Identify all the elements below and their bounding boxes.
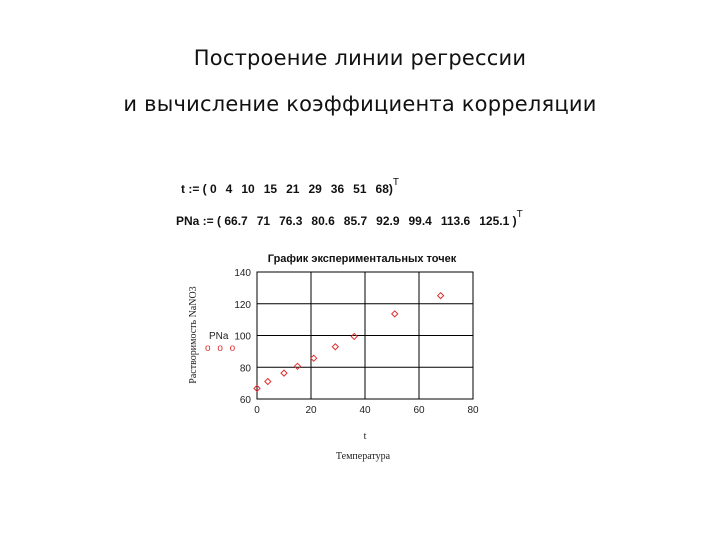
- pna-value: 99.4: [408, 214, 432, 228]
- chart-title: График экспериментальных точек: [267, 253, 457, 265]
- y-tick-label: 60: [239, 395, 251, 406]
- data-point: [281, 370, 287, 376]
- pna-value: 113.6: [440, 214, 471, 228]
- data-point: [351, 333, 357, 339]
- data-point: [311, 355, 317, 361]
- data-point: [392, 311, 398, 317]
- slide-title-line-2: и вычисление коэффициента корреляции: [123, 92, 597, 116]
- data-point: [438, 293, 444, 299]
- y-tick-label: 80: [239, 363, 251, 375]
- t-value: 68): [375, 182, 393, 196]
- y-tick-label: 140: [234, 268, 251, 279]
- pna-value: 125.1 ): [479, 214, 517, 228]
- x-axis-label: t: [363, 431, 367, 442]
- t-value: 15: [263, 182, 278, 196]
- t-transpose-mark: T: [392, 177, 399, 188]
- legend-markers: o o o: [205, 343, 238, 354]
- pna-transpose-mark: T: [516, 209, 523, 220]
- t-value: 29: [308, 182, 322, 196]
- t-value: 21: [286, 182, 300, 196]
- t-value: 36: [330, 182, 345, 196]
- x-tick-label: 80: [467, 405, 479, 416]
- data-point: [295, 363, 301, 369]
- y-tick-label: 100: [234, 331, 251, 343]
- chart-grid: [257, 272, 473, 399]
- pna-value: 92.9: [376, 214, 400, 228]
- data-point: [265, 379, 271, 385]
- y-axis-title: Растворимость NaNO3: [188, 286, 199, 384]
- slide-title-line-1: Построение линии регрессии: [193, 46, 527, 70]
- x-tick-label: 60: [413, 405, 425, 416]
- data-points: [254, 293, 444, 392]
- pna-value: 85.7: [343, 214, 368, 228]
- pna-vector-label: PNa := ( 66.7: [176, 214, 248, 228]
- x-tick-label: 40: [359, 405, 371, 416]
- x-axis-title: Температура: [335, 451, 391, 462]
- x-tick-label: 0: [254, 405, 260, 416]
- pna-value: 76.3: [279, 214, 303, 228]
- pna-value: 71: [256, 214, 271, 228]
- series-label: PNa: [209, 331, 229, 342]
- t-value: 4: [225, 182, 233, 196]
- pna-value: 80.6: [311, 214, 335, 228]
- t-value: 51: [353, 182, 367, 196]
- x-tick-label: 20: [305, 405, 317, 416]
- t-vector-label: t := ( 0: [181, 182, 217, 196]
- t-value: 10: [241, 182, 255, 196]
- axis-ticks: [234, 268, 479, 416]
- data-point: [332, 344, 338, 350]
- y-tick-label: 120: [234, 299, 251, 311]
